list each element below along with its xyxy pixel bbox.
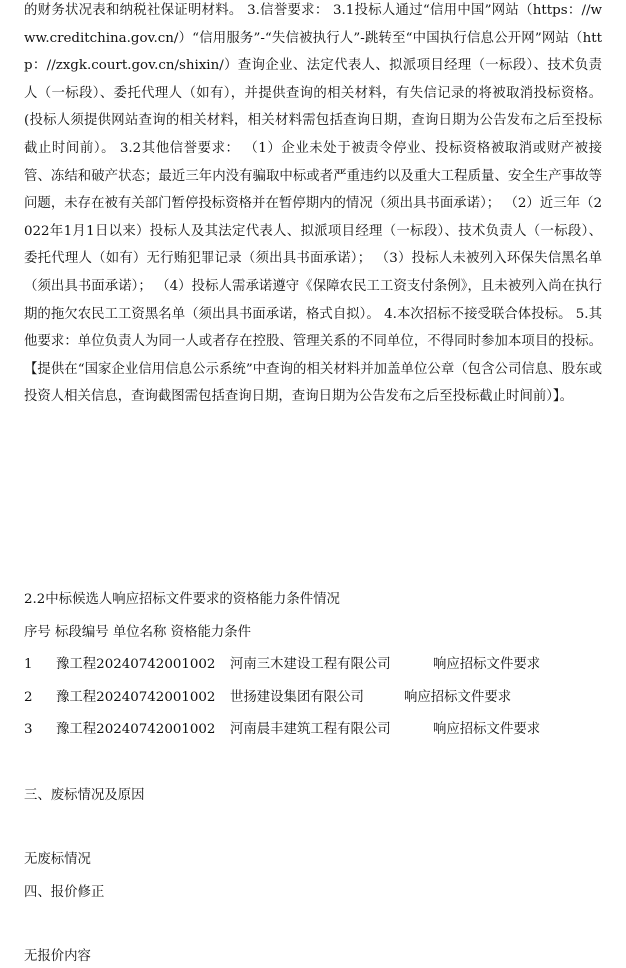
row-unit-name: 河南三木建设工程有限公司: [230, 657, 391, 672]
row-section-code: 豫工程20240742001002: [56, 657, 216, 672]
table-header: 序号 标段编号 单位名称 资格能力条件: [24, 625, 252, 640]
row-number: 1: [24, 657, 33, 672]
row-section-code: 豫工程20240742001002: [56, 690, 216, 705]
section-4-content: 无报价内容: [24, 949, 91, 964]
row-condition: 响应招标文件要求: [433, 657, 541, 672]
row-number: 2: [24, 690, 33, 705]
row-condition: 响应招标文件要求: [433, 722, 541, 737]
section-2-2-title: 2.2中标候选人响应招标文件要求的资格能力条件情况: [24, 592, 340, 607]
section-3-title: 三、废标情况及原因: [24, 788, 145, 803]
row-unit-name: 世扬建设集团有限公司: [230, 690, 364, 705]
row-number: 3: [24, 722, 33, 737]
row-condition: 响应招标文件要求: [404, 690, 512, 705]
section-4-title: 四、报价修正: [24, 885, 105, 900]
row-unit-name: 河南晨丰建筑工程有限公司: [230, 722, 391, 737]
row-section-code: 豫工程20240742001002: [56, 722, 216, 737]
body-paragraph: 的财务状况表和纳税社保证明材料。 3.信誉要求： 3.1投标人通过“信用中国”网站（https：//www.creditchina.gov.cn/）“信用服务”-“失信被执行人”-跳转至“中国执行信息公开网”网站（http：//zxgk.court.gov.cn/shixin/）查询企业、法定代表人、拟派项目经理（一标段）、技术负责人（一标段）、委托代理人（如有），并提供查询的相关材料，有失信记录的将被取消投标资格。(投标人须提供网站查询的相关材料，相关材料需包括查询日期，查询日期为公告发布之后至投标截止时间前）。 3.2其他信誉要求： （1）企业未处于被责令停业、投标资格被取消或财产被接管、冻结和破产状态；最近三年内没有骗取中标或者严重违约以及重大工程质量、安全生产事故等问题，未存在被有关部门暂停投标资格并在暂停期内的情况（须出具书面承诺）； （2）近三年（2022年1月1日以来）投标人及其法定代表人、拟派项目经理（一标段）、技术负责人（一标段）、委托代理人（如有）无行贿犯罪记录（须出具书面承诺）； （3）投标人未被列入环保失信黑名单（须出具书面承诺）； （4）投标人需承诺遵守《保障农民工工资支付条例》，且未被列入尚在执行期的拖欠农民工工资黑名单（须出具书面承诺，格式自拟）。 4.本次招标不接受联合体投标。 5.其他要求：单位负责人为同一人或者存在控股、管理关系的不同单位，不得同时参加本项目的投标。【提供在“国家企业信用信息公示系统”中查询的相关材料并加盖单位公章（包含公司信息、股东或投资人相关信息，查询截图需包括查询日期，查询日期为公告发布之后至投标截止时间前）】。: [24, 3, 602, 405]
table-row: [24, 688, 604, 708]
table-row: [24, 720, 604, 740]
section-3-content: 无废标情况: [24, 852, 91, 867]
table-row: [24, 655, 604, 675]
